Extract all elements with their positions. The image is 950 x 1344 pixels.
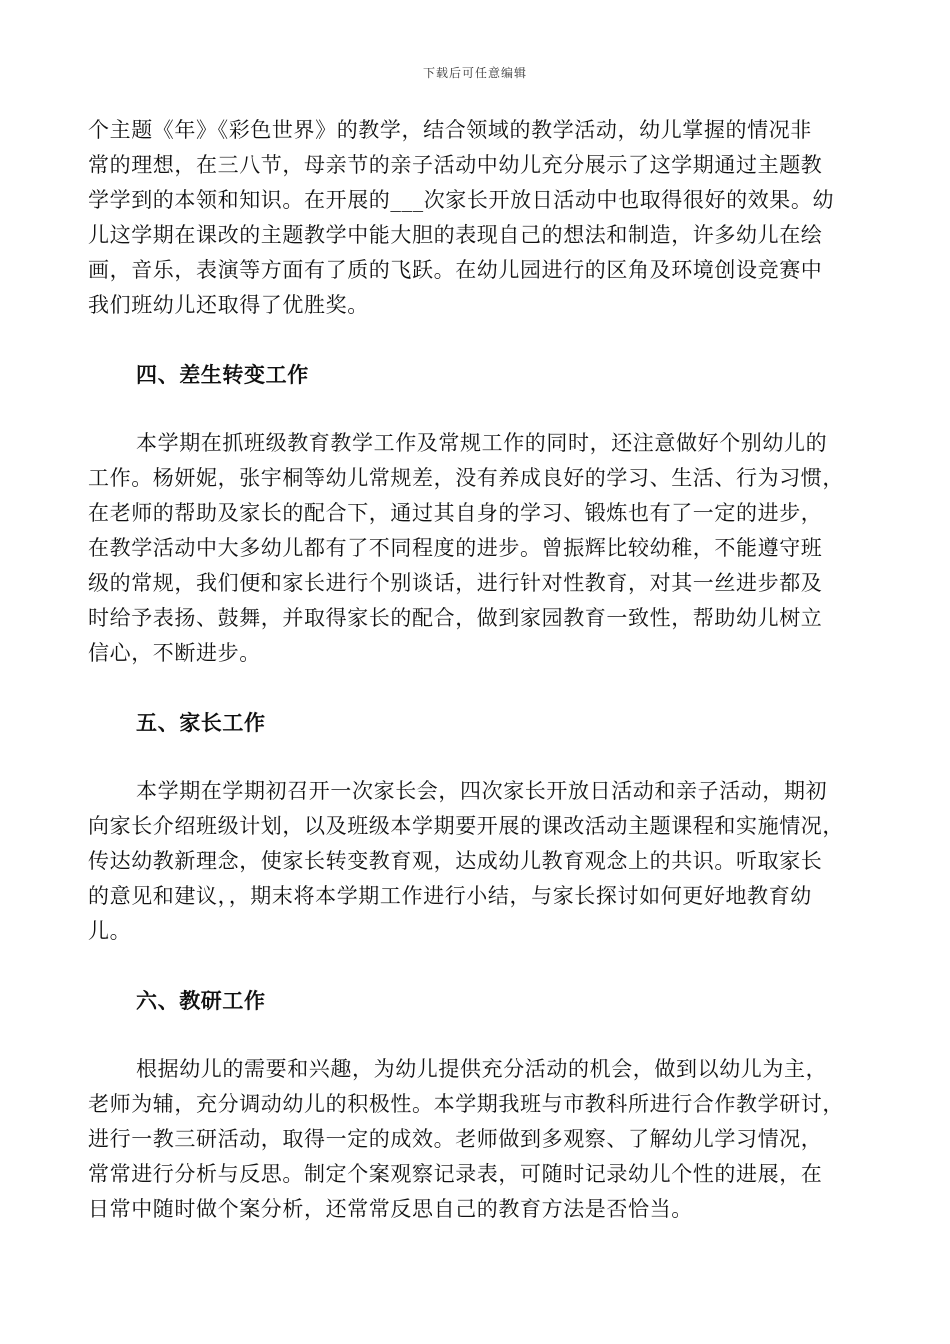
paragraph-continuation [88, 113, 868, 323]
document-body [88, 113, 868, 1227]
text-line: 个主题《年》《彩色世界》的教学，结合领域的教学活动，幼儿掌握的情况非 [88, 118, 812, 142]
text-line: 在老师的帮助及家长的配合下，通过其自身的学习、锻炼也有了一定的进步， [88, 501, 823, 525]
text-line: 日常中随时做个案分析，还常常反思自己的教育方法是否恰当。 [88, 1197, 693, 1221]
text-line: 时给予表扬、鼓舞，并取得家长的配合，做到家园教育一致性，帮助幼儿树立 [88, 606, 823, 630]
text-line: 儿这学期在课改的主题教学中能大胆的表现自己的想法和制造，许多幼儿在绘 [88, 223, 823, 247]
text-line: 学学到的本领和知识。在开展的___次家长开放日活动中也取得很好的效果。幼 [88, 188, 835, 212]
paragraph-teaching-research [88, 1052, 868, 1227]
text-line: 本学期在抓班级教育教学工作及常规工作的同时，还注意做好个别幼儿的 [136, 431, 828, 455]
text-line: 信心，不断进步。 [88, 641, 261, 665]
section-heading-4: 四、差生转变工作 [136, 362, 309, 387]
page-header-note: 下载后可任意编辑 [422, 66, 527, 80]
text-line: 我们班幼儿还取得了优胜奖。 [88, 293, 369, 317]
section-heading-6: 六、教研工作 [136, 988, 266, 1013]
paragraph-parent-work [88, 774, 868, 949]
text-line: 进行一教三研活动，取得一定的成效。老师做到多观察、了解幼儿学习情况， [88, 1127, 823, 1151]
text-line: 老师为辅，充分调动幼儿的积极性。本学期我班与市教科所进行合作教学研讨， [88, 1092, 844, 1116]
text-line: 本学期在学期初召开一次家长会，四次家长开放日活动和亲子活动，期初 [136, 779, 828, 803]
text-line: 的意见和建议，，期末将本学期工作进行小结，与家长探讨如何更好地教育幼 [88, 884, 812, 908]
section-heading-5: 五、家长工作 [136, 710, 266, 735]
text-line: 常的理想，在三八节，母亲节的亲子活动中幼儿充分展示了这学期通过主题教 [88, 153, 823, 177]
text-line: 根据幼儿的需要和兴趣，为幼儿提供充分活动的机会，做到以幼儿为主， [136, 1057, 828, 1081]
text-line: 画，音乐，表演等方面有了质的飞跃。在幼儿园进行的区角及环境创设竞赛中 [88, 258, 823, 282]
text-line: 工作。杨妍妮，张宇桐等幼儿常规差，没有养成良好的学习、生活、行为习惯， [88, 466, 844, 490]
text-line: 级的常规，我们便和家长进行个别谈话，进行针对性教育，对其一丝进步都及 [88, 571, 823, 595]
paragraph-underachiever-work [88, 426, 868, 671]
text-line: 儿。 [88, 919, 132, 943]
text-line: 常常进行分析与反思。制定个案观察记录表，可随时记录幼儿个性的进展，在 [88, 1162, 823, 1186]
text-line: 传达幼教新理念，使家长转变教育观，达成幼儿教育观念上的共识。听取家长 [88, 849, 823, 873]
text-line: 向家长介绍班级计划，以及班级本学期要开展的课改活动主题课程和实施情况， [88, 814, 844, 838]
text-line: 在教学活动中大多幼儿都有了不同程度的进步。曾振辉比较幼稚，不能遵守班 [88, 536, 823, 560]
